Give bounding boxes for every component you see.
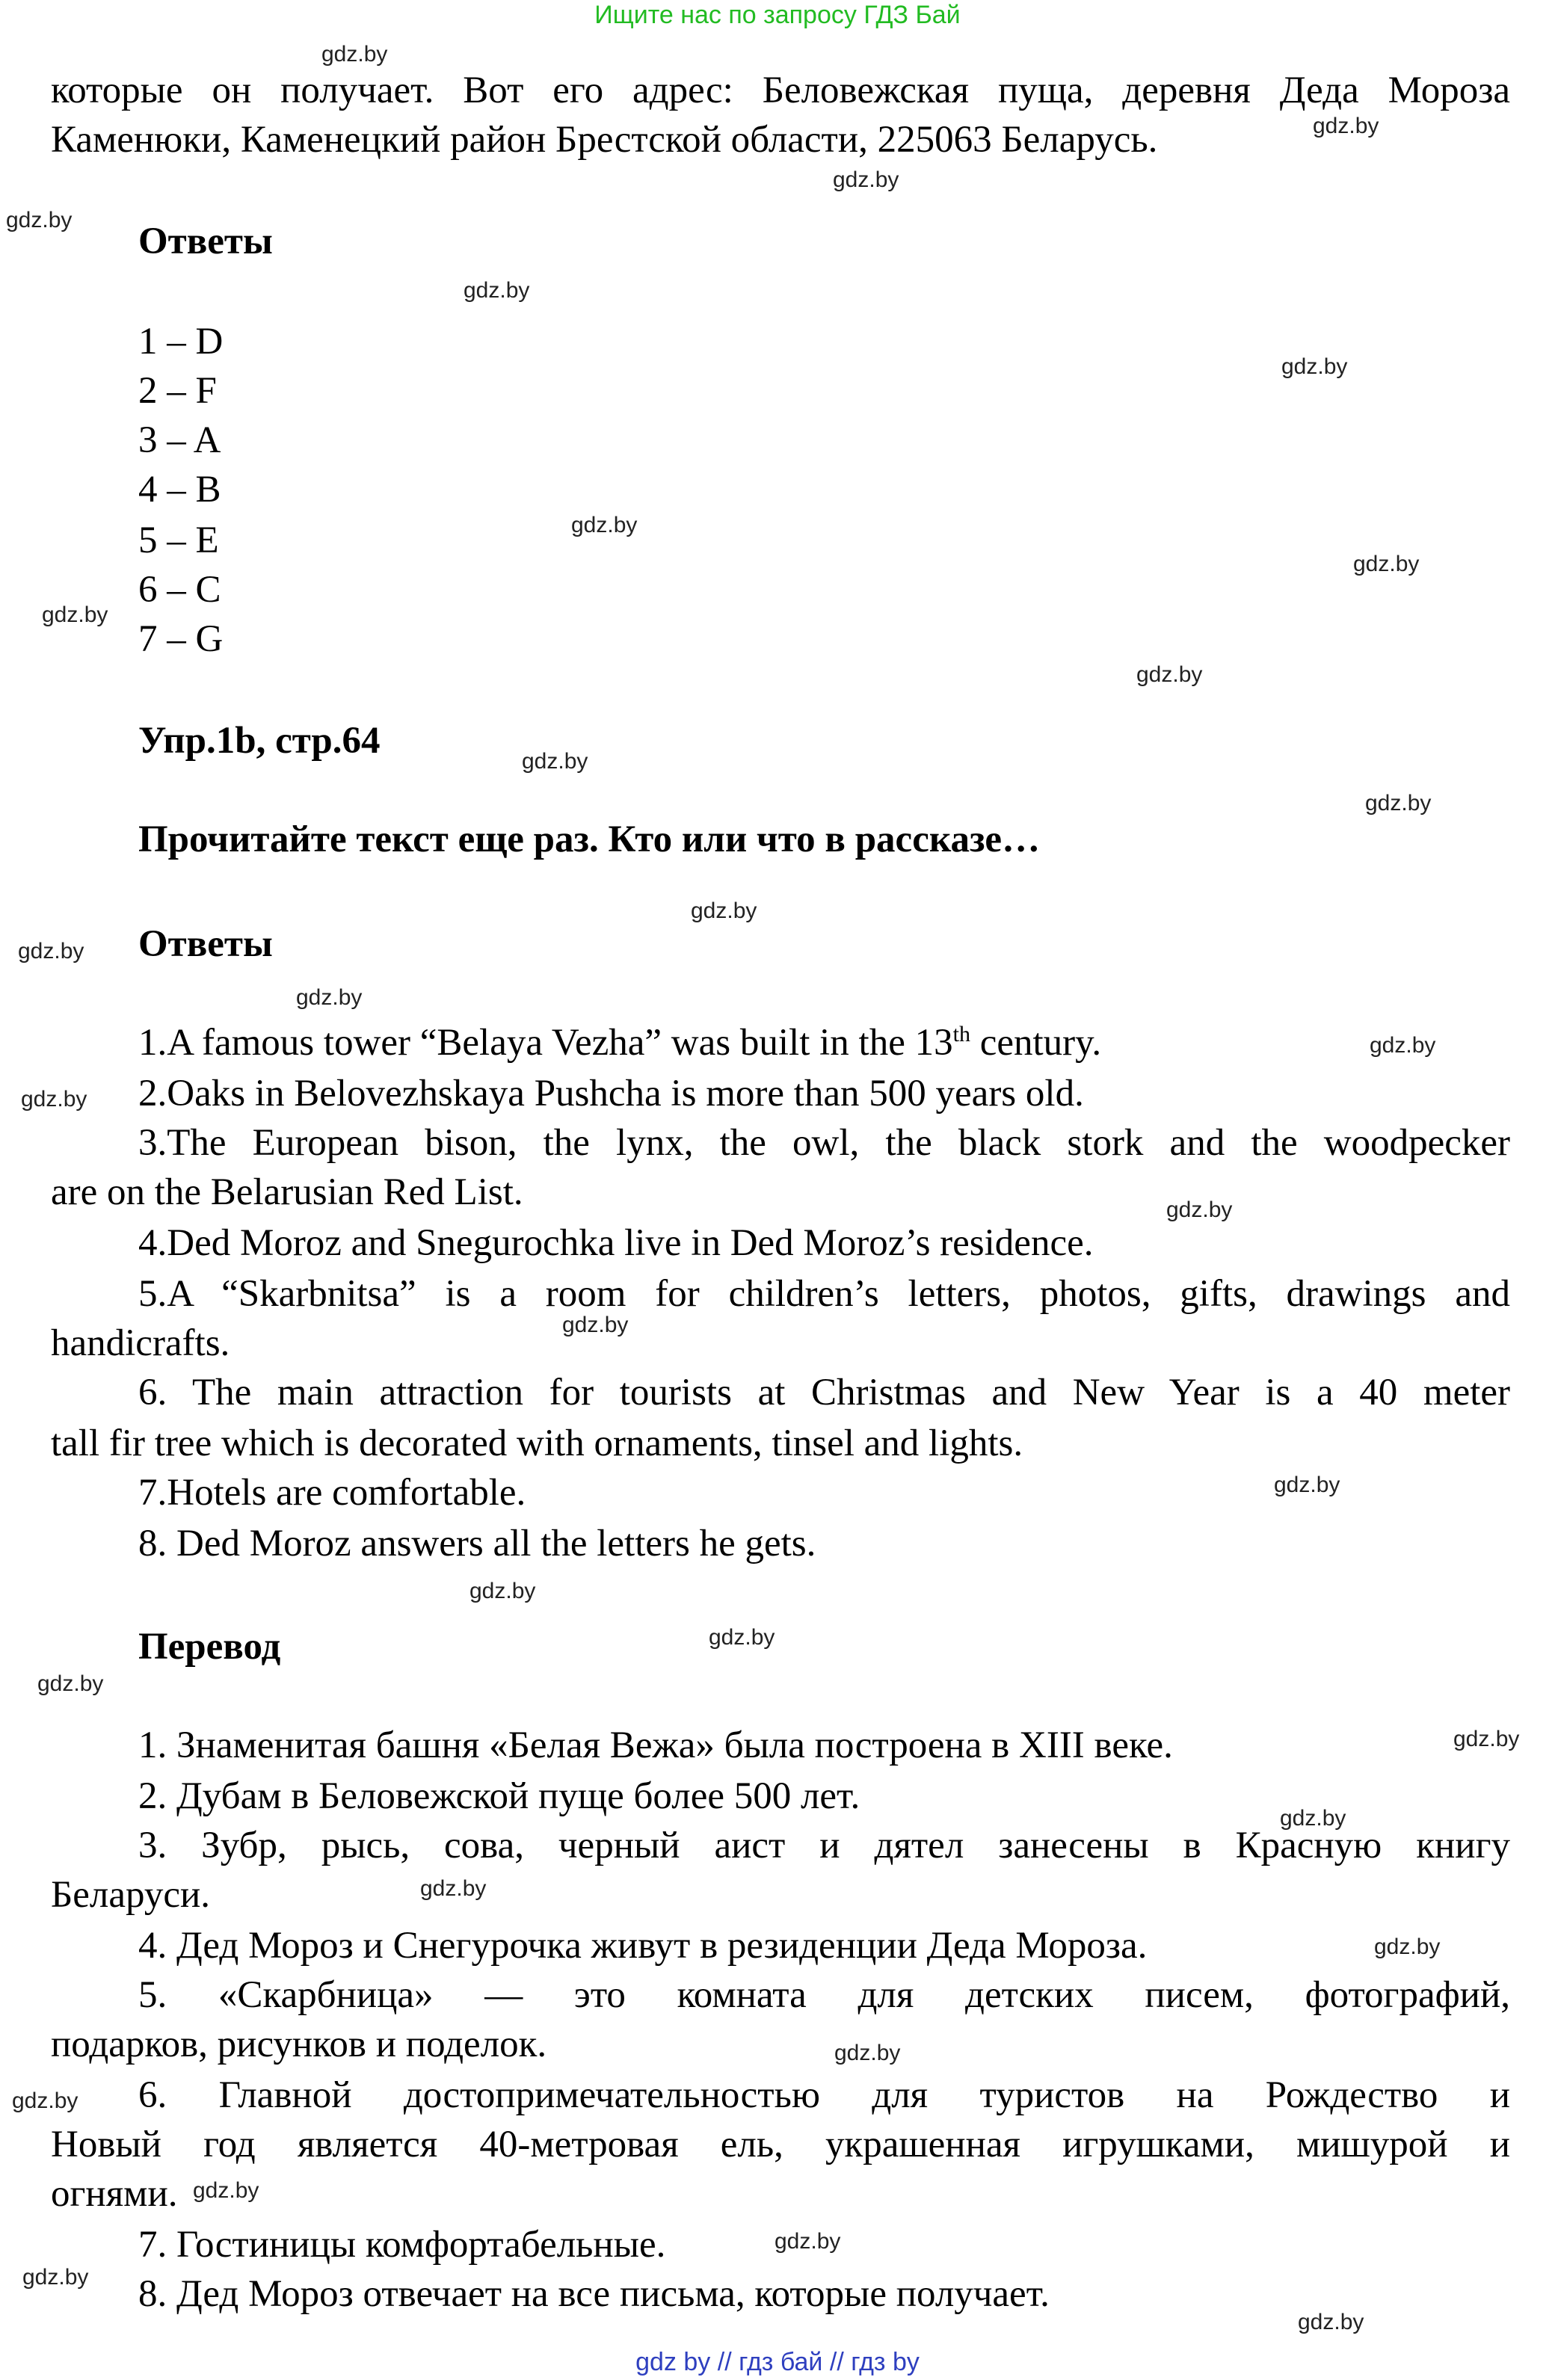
translation-5-cont: подарков, рисунков и поделок. bbox=[51, 2023, 547, 2065]
watermark: gdz.by bbox=[1374, 1934, 1441, 1959]
answer-sentence-6-cont: tall fir tree which is decorated with ornaments, tinsel and lights. bbox=[51, 1422, 1023, 1464]
answer-item: 1 – D bbox=[138, 321, 224, 363]
watermark: gdz.by bbox=[833, 167, 899, 192]
translation-heading: Перевод bbox=[138, 1626, 281, 1668]
answer-sentence-3-cont: are on the Belarusian Red List. bbox=[51, 1171, 523, 1213]
watermark: gdz.by bbox=[22, 2265, 89, 2290]
watermark: gdz.by bbox=[691, 898, 757, 923]
answer-sentence-7: 7.Hotels are comfortable. bbox=[138, 1472, 526, 1514]
watermark: gdz.by bbox=[6, 208, 73, 232]
translation-6-end: огнями. bbox=[51, 2173, 178, 2215]
answer-item: 4 – B bbox=[138, 469, 221, 511]
translation-5: 5. «Скарбница» — это комната для детских писем, фотографий, bbox=[138, 1974, 1510, 2016]
answers-heading: Ответы bbox=[138, 923, 273, 965]
translation-6-cont: Новый год является 40-метровая ель, украшенная игрушками, мишурой и bbox=[51, 2124, 1510, 2165]
watermark: gdz.by bbox=[42, 602, 108, 627]
watermark: gdz.by bbox=[571, 513, 638, 537]
translation-8: 8. Дед Мороз отвечает на все письма, которые получает. bbox=[138, 2273, 1050, 2315]
answer-sentence-6: 6. The main attraction for tourists at Christmas and New Year is a 40 meter bbox=[138, 1372, 1510, 1413]
translation-3: 3. Зубр, рысь, сова, черный аист и дятел занесены в Красную книгу bbox=[138, 1825, 1510, 1866]
answer-sentence-3: 3.The European bison, the lynx, the owl, the black stork and the woodpecker bbox=[138, 1122, 1510, 1164]
translation-2: 2. Дубам в Беловежской пуще более 500 лет. bbox=[138, 1775, 860, 1817]
exercise-instruction: Прочитайте текст еще раз. Кто или что в рассказе… bbox=[138, 818, 1041, 860]
translation-7: 7. Гостиницы комфортабельные. bbox=[138, 2224, 666, 2266]
answer-item: 7 – G bbox=[138, 618, 224, 660]
watermark: gdz.by bbox=[562, 1313, 629, 1337]
translation-6: 6. Главной достопримечательностью для туристов на Рождество и bbox=[138, 2074, 1510, 2116]
watermark: gdz.by bbox=[1136, 662, 1203, 687]
answer-item: 3 – A bbox=[138, 419, 221, 461]
translation-3-cont: Беларуси. bbox=[51, 1874, 211, 1916]
watermark: gdz.by bbox=[420, 1876, 487, 1901]
watermark: gdz.by bbox=[1353, 552, 1420, 576]
exercise-title: Упр.1b, стр.64 bbox=[138, 720, 381, 762]
answers-heading: Ответы bbox=[138, 221, 273, 262]
watermark: gdz.by bbox=[522, 749, 588, 774]
watermark: gdz.by bbox=[834, 2041, 901, 2065]
watermark: gdz.by bbox=[37, 1671, 104, 1696]
watermark: gdz.by bbox=[1365, 791, 1432, 816]
watermark: gdz.by bbox=[1370, 1033, 1436, 1058]
answer-sentence-2: 2.Oaks in Belovezhskaya Pushcha is more than 500 years old. bbox=[138, 1073, 1084, 1115]
watermark: gdz.by bbox=[1453, 1727, 1520, 1751]
watermark: gdz.by bbox=[469, 1579, 536, 1603]
watermark: gdz.by bbox=[1298, 2310, 1364, 2334]
watermark: gdz.by bbox=[296, 985, 363, 1010]
watermark: gdz.by bbox=[1280, 1806, 1346, 1831]
footer-banner: gdz by // гдз бай // гдз by bbox=[635, 2348, 920, 2376]
answer-sentence-8: 8. Ded Moroz answers all the letters he gets. bbox=[138, 1523, 816, 1564]
answer-sentence-4: 4.Ded Moroz and Snegurochka live in Ded Moroz’s residence. bbox=[138, 1222, 1094, 1264]
answer-item: 6 – C bbox=[138, 569, 221, 611]
watermark: gdz.by bbox=[12, 2088, 78, 2113]
watermark: gdz.by bbox=[1281, 354, 1348, 379]
answer-item: 2 – F bbox=[138, 370, 217, 412]
translation-1: 1. Знаменитая башня «Белая Вежа» была построена в XIII веке. bbox=[138, 1724, 1173, 1766]
watermark: gdz.by bbox=[1166, 1197, 1233, 1222]
answer-sentence-5: 5.A “Skarbnitsa” is a room for children’s letters, photos, gifts, drawings and bbox=[138, 1273, 1510, 1315]
intro-line-2: Каменюки, Каменецкий район Брестской области, 225063 Беларусь. bbox=[51, 119, 1158, 161]
watermark: gdz.by bbox=[18, 939, 84, 964]
answer-sentence-1: 1.A famous tower “Belaya Vezha” was built in the 13th century. bbox=[138, 1022, 1102, 1064]
translation-4: 4. Дед Мороз и Снегурочка живут в резиденции Деда Мороза. bbox=[138, 1925, 1148, 1967]
watermark: gdz.by bbox=[464, 278, 530, 303]
search-banner: Ищите нас по запросу ГДЗ Бай bbox=[594, 1, 961, 29]
watermark: gdz.by bbox=[1274, 1473, 1340, 1497]
answer-item: 5 – E bbox=[138, 520, 219, 561]
answer-sentence-5-cont: handicrafts. bbox=[51, 1322, 230, 1364]
intro-line-1: которые он получает. Вот его адрес: Беловежская пуща, деревня Деда Мороза bbox=[51, 70, 1510, 111]
watermark: gdz.by bbox=[775, 2229, 841, 2254]
watermark: gdz.by bbox=[1313, 114, 1379, 138]
watermark: gdz.by bbox=[193, 2178, 259, 2203]
watermark: gdz.by bbox=[21, 1087, 87, 1112]
watermark: gdz.by bbox=[321, 42, 388, 67]
watermark: gdz.by bbox=[709, 1625, 775, 1650]
